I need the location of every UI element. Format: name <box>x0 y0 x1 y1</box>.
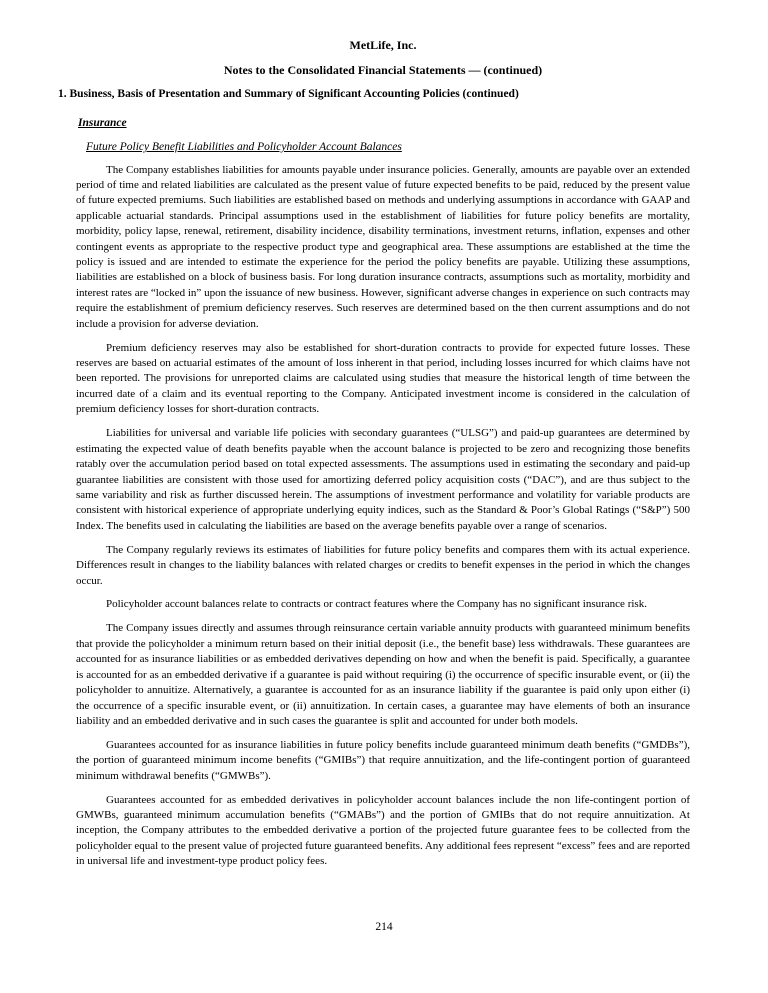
body-text <box>76 163 690 870</box>
paragraph-8: Guarantees accounted for as embedded derivatives in policyholder account balances include the non life-contingent portion of GMWBs, guaranteed minimum accumulation benefits (“GMABs”) and the portion of GMIBs that do not require annuitization. At inception, the Company attributes to the embedded derivative a portion of the projected future guarantee fees to be collected from the policyholder equal to the present value of projected future guaranteed benefits. Any additional fees represent “excess” fees and are reported in universal life and investment-type product policy fees. <box>76 793 690 868</box>
paragraph-1: The Company establishes liabilities for amounts payable under insurance policies. Generally, amounts are payable over an extended period of time and related liabilities are calculated as the present value of future expected benefits to be paid, reduced by the present value of future expected premiums. Such liabilities are established based on methods and underlying assumptions in accordance with GAAP and applicable actuarial standards. Principal assumptions used in the establishment of liabilities for future policy benefits are mortality, morbidity, policy lapse, renewal, retirement, disability incidence, disability terminations, investment returns, inflation, expenses and other contingent events as appropriate to the respective product type and geographical area. These assumptions are established at the time the policy is issued and are intended to estimate the experience for the period the policy benefits are payable. Utilizing these assumptions, liabilities are established on a block of business basis. For long duration insurance contracts, assumptions such as mortality, morbidity and interest rates are “locked in” upon the issuance of new business. However, significant adverse changes in experience on such contracts may require the establishment of premium deficiency reserves. Such reserves are determined based on the then current assumptions and do not include a provision for adverse deviation. <box>76 163 690 330</box>
subsubsection-heading-future-policy: Future Policy Benefit Liabilities and Policyholder Account Balances <box>86 141 402 153</box>
paragraph-5: Policyholder account balances relate to contracts or contract features where the Company has no significant insurance risk. <box>106 598 647 611</box>
company-title: MetLife, Inc. <box>349 38 417 52</box>
page-number: 214 <box>375 921 393 933</box>
section-heading: 1. Business, Basis of Presentation and Summary of Significant Accounting Policies (continued) <box>58 88 519 100</box>
paragraph-2: Premium deficiency reserves may also be established for short-duration contracts to provide for expected future losses. These reserves are based on actuarial estimates of the amount of loss inherent in that period, including losses incurred for which claims have not been reported. The provisions for unreported claims are calculated using studies that measure the historical length of time between the incurred date of a claim and its eventual reporting to the Company. Anticipated investment income is considered in the calculation of premium deficiency losses for short-duration contracts. <box>76 341 690 416</box>
document-subtitle: Notes to the Consolidated Financial Statements — (continued) <box>223 63 543 77</box>
paragraph-7: Guarantees accounted for as insurance liabilities in future policy benefits include guaranteed minimum death benefits (“GMDBs”), the portion of guaranteed minimum income benefits (“GMIBs”) that require annuitization, and the life-contingent portion of guaranteed minimum withdrawal benefits (“GMWBs”). <box>76 738 690 782</box>
paragraph-4: The Company regularly reviews its estimates of liabilities for future policy benefits and compares them with its actual experience. Differences result in changes to the liability balances with related charges or credits to benefit expenses in the period in which the changes occur. <box>76 543 690 587</box>
paragraph-6: The Company issues directly and assumes through reinsurance certain variable annuity products with guaranteed minimum benefits that provide the policyholder a minimum return based on their initial deposit (i.e., the benefit base) less withdrawals. These guarantees are accounted for as insurance liabilities or as embedded derivatives depending on how and when the benefit is paid. Specifically, a guarantee is accounted for as an embedded derivative if a guarantee is paid without requiring (i) the occurrence of specific insurable event, or (ii) the policyholder to annuitize. Alternatively, a guarantee is accounted for as an insurance liability if the guarantee is paid only upon either (i) the occurrence of a specific insurable event, or (ii) annuitization. In certain cases, a guarantee may have elements of both an insurance liability and an embedded derivative and in such cases the guarantee is split and accounted for under both models. <box>76 622 690 727</box>
subsection-heading-insurance: Insurance <box>78 117 127 129</box>
paragraph-3: Liabilities for universal and variable life policies with secondary guarantees (“ULSG”) and paid-up guarantees are determined by estimating the expected value of death benefits payable when the account balance is projected to be zero and recognizing those benefits ratably over the accumulation period based on total expected assessments. The assumptions used in estimating the secondary and paid-up guarantee liabilities are consistent with those used for amortizing deferred policy acquisition costs (“DAC”), and are thus subject to the same variability and risk as further discussed herein. The assumptions of investment performance and volatility for variable products are consistent with historical experience of appropriate underlying equity indices, such as the Standard & Poor’s Global Ratings (“S&P”) 500 Index. The benefits used in calculating the liabilities are based on the average benefits payable over a range of scenarios. <box>76 427 690 532</box>
